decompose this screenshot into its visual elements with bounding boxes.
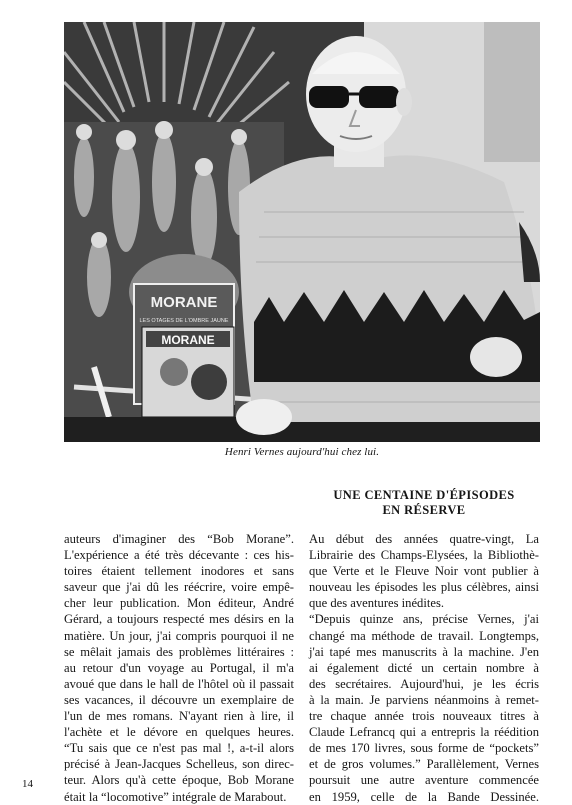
text-line: Claude Lefrancq qui a entrepris la réédition [309, 725, 539, 740]
text-line: en 1959, celle de la Bande Dessinée. [309, 789, 539, 804]
author-photo [64, 22, 540, 442]
left-text-column [64, 531, 294, 805]
text-line: que Verte et le Fleuve Noir vont publier à [309, 564, 539, 579]
text-line: “Tu sais que ce n'est pas mal !, a-t-il alors [64, 741, 294, 756]
text-line: cher leur publication. Mon éditeur, André [64, 596, 294, 611]
text-line: Gérard, a toujours respecté mes désirs en la [64, 612, 294, 627]
book-title-2: MORANE [161, 333, 215, 347]
page-number: 14 [22, 778, 33, 790]
text-line: changé ma méthode de travail. Longtemps, [309, 628, 539, 643]
text-line: ses vacances, il découvre un exemplaire de [64, 692, 294, 707]
text-line: Librairie des Champs-Elysées, la Bibliothè- [309, 548, 539, 563]
text-line: poursuit une autre aventure commencée [309, 773, 539, 788]
text-line: l'achète et le dévore en quelques heures. [64, 725, 294, 740]
text-line: à la main. Je parviens néanmoins à remet- [309, 692, 539, 707]
text-line: “Depuis quinze ans, précise Vernes, j'ai [309, 612, 539, 627]
text-line: L'expérience a été très décevante : ces his- [64, 548, 294, 563]
photo-caption: Henri Vernes aujourd'hui chez lui. [224, 446, 380, 458]
section-heading-line: UNE CENTAINE D'ÉPISODES [333, 488, 515, 502]
book-subtitle: LES OTAGES DE L'OMBRE JAUNE [139, 318, 229, 324]
text-line: saveur que j'ai dû les réécrire, voire empê- [64, 580, 294, 595]
text-line: ai également dicté un certain nombre à [309, 660, 539, 675]
right-text-column [309, 531, 539, 805]
text-line: au retour d'un voyage au Portugal, il m'a [64, 660, 294, 675]
text-line: j'ai tapé mes manuscrits à la machine. J'en [309, 644, 539, 659]
text-line: auteurs d'imaginer des “Bob Morane”. [64, 532, 294, 546]
text-line: de mes 170 livres, sous forme de “pockets” [309, 741, 539, 756]
section-heading-line: EN RÉSERVE [382, 503, 466, 517]
text-line: avoué que dans le hall de l'hôtel où il passait [64, 676, 294, 691]
text-line: était la “locomotive” intégrale de Marabout. [64, 789, 287, 804]
text-line: Au début des années quatre-vingt, La [309, 532, 539, 546]
text-line: se mêlait jamais des problèmes littéraires : [64, 644, 294, 659]
text-line: teur. Alors qu'à cette époque, Bob Morane [64, 773, 294, 788]
text-line: nouveau les épisodes les plus célèbres, ainsi [309, 580, 539, 595]
book-title-1: MORANE [150, 294, 218, 311]
text-line: matière. Un jour, j'ai compris pourquoi il ne [64, 628, 294, 643]
text-line: toires étaient tellement inodores et sans [64, 564, 294, 579]
text-line: l'un de mes romans. N'ayant rien à lire, il [64, 709, 294, 724]
book-cover-2 [142, 327, 234, 417]
text-line: des secrétaires. Aujourd'hui, je les écris [309, 676, 539, 691]
section-heading [308, 488, 540, 518]
text-line: que des aventures inédites. [309, 596, 444, 611]
text-line: tre chaque année trois nouveaux titres à [309, 709, 539, 724]
text-line: et de gros volumes.” Parallèlement, Vernes [309, 757, 539, 772]
text-line: précisé à Jean-Jacques Schelleus, son direc- [64, 757, 294, 772]
